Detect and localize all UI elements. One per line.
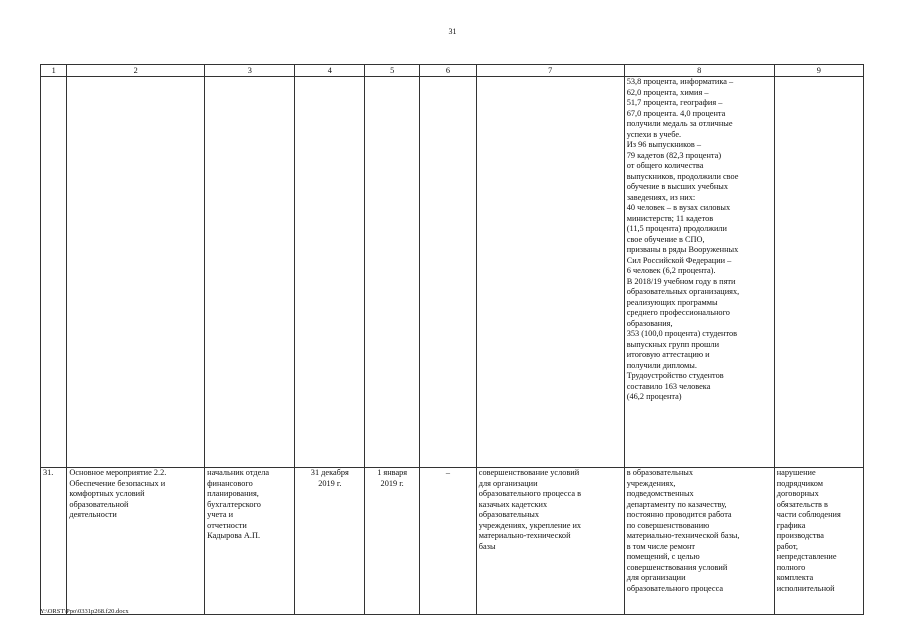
text-line: 62,0 процента, химия – [626, 87, 709, 97]
text-line: образовательных организациях, [626, 287, 740, 296]
cell-activity [67, 468, 205, 615]
text-line: (46,2 процента) [626, 392, 682, 401]
text-line: обучение в высших учебных [626, 182, 729, 191]
text-line: образования, [626, 318, 673, 328]
text-line: деятельности [69, 510, 117, 519]
text-line: учреждениях, [626, 478, 676, 488]
column-number-8: 8 [624, 65, 774, 77]
text-line: Обеспечение безопасных и [69, 478, 166, 488]
text-line: отчетности [207, 520, 247, 530]
cell-responsible [205, 468, 295, 615]
text-line: получили дипломы. [626, 360, 697, 370]
text-line: составило 163 человека [626, 381, 711, 391]
cell-empty [67, 77, 205, 468]
column-number-1: 1 [41, 65, 67, 77]
text-line: итоговую аттестацию и [626, 350, 710, 359]
text-line: обязательств в [776, 499, 828, 509]
text-line: 53,8 процента, информатика – [626, 77, 734, 86]
column-number-row [41, 65, 864, 77]
table-row-31 [41, 468, 864, 615]
text-line: планирования, [207, 489, 259, 498]
column-number-2: 2 [67, 65, 205, 77]
cell-actual-result [624, 468, 774, 615]
text-line: материально-технической базы, [626, 531, 740, 540]
text-line: для организации [478, 478, 538, 488]
text-line: казачьих кадетских [478, 499, 548, 509]
text-line: 2019 г. [380, 478, 404, 488]
text-line: учета и [207, 510, 234, 519]
page-number: 31 [448, 27, 457, 36]
text-line: исполнительной [776, 583, 835, 593]
text-line: 1 января [377, 468, 408, 477]
text-line: образовательной [69, 499, 129, 509]
text-line: начальник отдела [207, 468, 270, 477]
cell-results-continuation [624, 77, 774, 468]
column-number-3: 3 [205, 65, 295, 77]
cell-empty [205, 77, 295, 468]
text-line: Сил Российской Федерации – [626, 255, 732, 265]
text-line: 2019 г. [318, 478, 342, 488]
cell-start-date [365, 468, 420, 615]
text-line: части соблюдения [776, 510, 841, 519]
text-line: в образовательных [626, 468, 693, 477]
text-line: В 2018/19 учебном году в пяти [626, 276, 736, 286]
text-line: 6 человек (6,2 процента). [626, 266, 716, 275]
text-line: комфортных условий [69, 489, 145, 498]
text-line: среднего профессионального [626, 308, 730, 317]
text-line: подрядчиком [776, 478, 823, 488]
cell-empty [476, 77, 624, 468]
text-line: для организации [626, 573, 686, 582]
column-number-7: 7 [476, 65, 624, 77]
cell-dash: – [420, 468, 477, 615]
text-line: 67,0 процента. 4,0 процента [626, 108, 726, 118]
text-line: работ, [776, 541, 798, 551]
text-line: материально-технической [478, 531, 571, 540]
text-line: комплекта [776, 573, 814, 582]
cell-empty [295, 77, 365, 468]
text-line: Кадырова А.П. [207, 531, 261, 540]
text-line: финансового [207, 478, 253, 488]
text-line: 31 декабря [310, 468, 349, 477]
table-row-continuation [41, 77, 864, 468]
text-line: графика [776, 520, 806, 530]
text-line: совершенствование условий [478, 468, 580, 477]
text-line: выпускных групп прошли [626, 339, 720, 349]
text-line: свое обучение в СПО, [626, 234, 705, 244]
text-line: учреждениях, укрепление их [478, 520, 582, 530]
file-path-footer: Y:\ORST\Ppo\0331p268.f20.docx [40, 608, 129, 615]
text-line: образовательного процесса в [478, 489, 582, 498]
program-table [40, 64, 864, 615]
column-number-9: 9 [774, 65, 863, 77]
text-line: по совершенствованию [626, 520, 710, 530]
text-line: производства [776, 531, 824, 540]
column-number-6: 6 [420, 65, 477, 77]
text-line: договорных [776, 489, 819, 498]
text-line: образовательных [478, 510, 540, 519]
text-line: совершенствования условий [626, 562, 728, 572]
cell-row-number: 31. [41, 468, 67, 615]
text-line: 40 человек – в вузах силовых [626, 203, 731, 212]
cell-empty [420, 77, 477, 468]
cell-empty [365, 77, 420, 468]
text-line: призваны в ряды Вооруженных [626, 245, 739, 254]
cell-problems [774, 468, 863, 615]
text-line: Трудоустройство студентов [626, 371, 724, 380]
text-line: образовательного процесса [626, 583, 724, 593]
text-line: постоянно проводится работа [626, 510, 732, 519]
text-line: полного [776, 562, 806, 572]
text-line: успехи в учебе. [626, 129, 682, 139]
cell-expected-result [476, 468, 624, 615]
text-line: департаменту по казачеству, [626, 499, 727, 509]
text-line: 353 (100,0 процента) студентов [626, 329, 738, 338]
text-line: подведомственных [626, 489, 694, 498]
text-line: выпускников, продолжили свое [626, 171, 739, 181]
text-line: помещений, с целью [626, 552, 700, 561]
text-line: получили медаль за отличные [626, 119, 733, 128]
cell-empty [41, 77, 67, 468]
cell-end-date [295, 468, 365, 615]
text-line: нарушение [776, 468, 816, 477]
text-line: от общего количества [626, 161, 704, 170]
column-number-5: 5 [365, 65, 420, 77]
text-line: 51,7 процента, география – [626, 98, 723, 107]
text-line: Основное мероприятие 2.2. [69, 468, 167, 477]
text-line: в том числе ремонт [626, 541, 696, 551]
text-line: заведениях, из них: [626, 192, 696, 202]
text-line: (11,5 процента) продолжили [626, 224, 727, 233]
text-line: 79 кадетов (82,3 процента) [626, 150, 722, 160]
text-line: реализующих программы [626, 297, 718, 307]
column-number-4: 4 [295, 65, 365, 77]
cell-empty [774, 77, 863, 468]
text-line: базы [478, 541, 496, 551]
text-line: Из 96 выпускников – [626, 140, 702, 149]
text-line: бухгалтерского [207, 499, 261, 509]
text-line: министерств; 11 кадетов [626, 213, 714, 223]
text-line: непредставление [776, 552, 837, 561]
